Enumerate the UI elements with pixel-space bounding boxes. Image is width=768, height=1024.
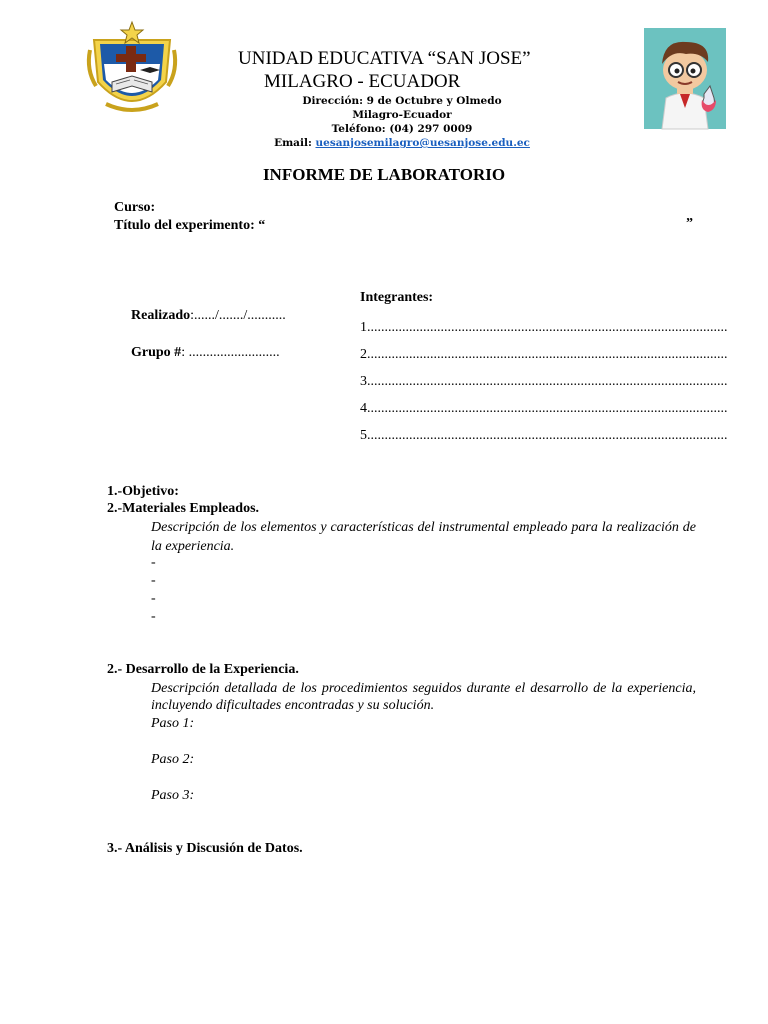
titulo-label: Título del experimento: “: [114, 218, 266, 233]
paso-2: Paso 2:: [151, 752, 195, 767]
school-name: UNIDAD EDUCATIVA “SAN JOSE”: [238, 48, 531, 69]
school-crest-logo: [86, 20, 178, 116]
school-city: MILAGRO - ECUADOR: [264, 71, 461, 92]
desarrollo-description: Descripción detallada de los procedimientos seguidos durante el desarrollo de la experiencia, incluyendo dificultades encontradas y su solución.: [151, 681, 696, 713]
integrante-line: ......................................................................................................: [370, 320, 728, 335]
curso-label: Curso:: [114, 200, 156, 215]
scientist-illustration: [644, 28, 726, 129]
integrante-number: 3.: [360, 374, 371, 389]
school-city-line: Milagro-Ecuador: [352, 109, 452, 121]
grupo-label: Grupo #: [131, 345, 182, 360]
integrante-line: ......................................................................................................: [370, 401, 728, 416]
grupo-field: [131, 345, 280, 361]
email-label: Email:: [274, 137, 312, 149]
integrante-line: ......................................................................................................: [370, 347, 728, 362]
integrante-number: 5.: [360, 428, 371, 443]
desarrollo-heading: 2.- Desarrollo de la Experiencia.: [107, 662, 299, 677]
integrante-row: [360, 374, 728, 401]
school-phone: Teléfono: (04) 297 0009: [331, 123, 473, 135]
email-link[interactable]: uesanjosemilagro@uesanjose.edu.ec: [315, 137, 530, 149]
objetivo-heading: 1.-Objetivo:: [107, 484, 179, 499]
integrante-row: [360, 347, 728, 374]
integrante-row: [360, 428, 728, 455]
material-dash: -: [151, 591, 156, 606]
paso-1: Paso 1:: [151, 716, 195, 731]
realizado-label: Realizado: [131, 308, 191, 323]
integrante-number: 2.: [360, 347, 371, 362]
integrante-number: 1.: [360, 320, 371, 335]
integrante-line: ......................................................................................................: [370, 428, 728, 443]
material-dash: -: [151, 573, 156, 588]
materiales-heading: 2.-Materiales Empleados.: [107, 501, 260, 516]
integrante-row: [360, 320, 728, 347]
material-dash: -: [151, 609, 156, 624]
integrante-number: 4.: [360, 401, 371, 416]
paso-3: Paso 3:: [151, 788, 195, 803]
integrante-line: ......................................................................................................: [370, 374, 728, 389]
material-dash: -: [151, 555, 156, 570]
materiales-description: Descripción de los elementos y características del instrumental empleado para la realización de la experiencia.: [151, 520, 696, 554]
integrantes-list: [360, 320, 728, 455]
analisis-heading: 3.- Análisis y Discusión de Datos.: [107, 841, 303, 856]
school-address: Dirección: 9 de Octubre y Olmedo: [302, 95, 502, 107]
integrantes-label: Integrantes:: [360, 290, 434, 305]
realizado-field: [131, 308, 286, 324]
titulo-close-quote: ”: [686, 216, 693, 231]
school-email-line: [252, 137, 552, 149]
integrante-row: [360, 401, 728, 428]
report-title: INFORME DE LABORATORIO: [262, 165, 506, 184]
grupo-value: : ..........................: [181, 345, 280, 360]
realizado-value: :....../......./...........: [190, 308, 286, 323]
